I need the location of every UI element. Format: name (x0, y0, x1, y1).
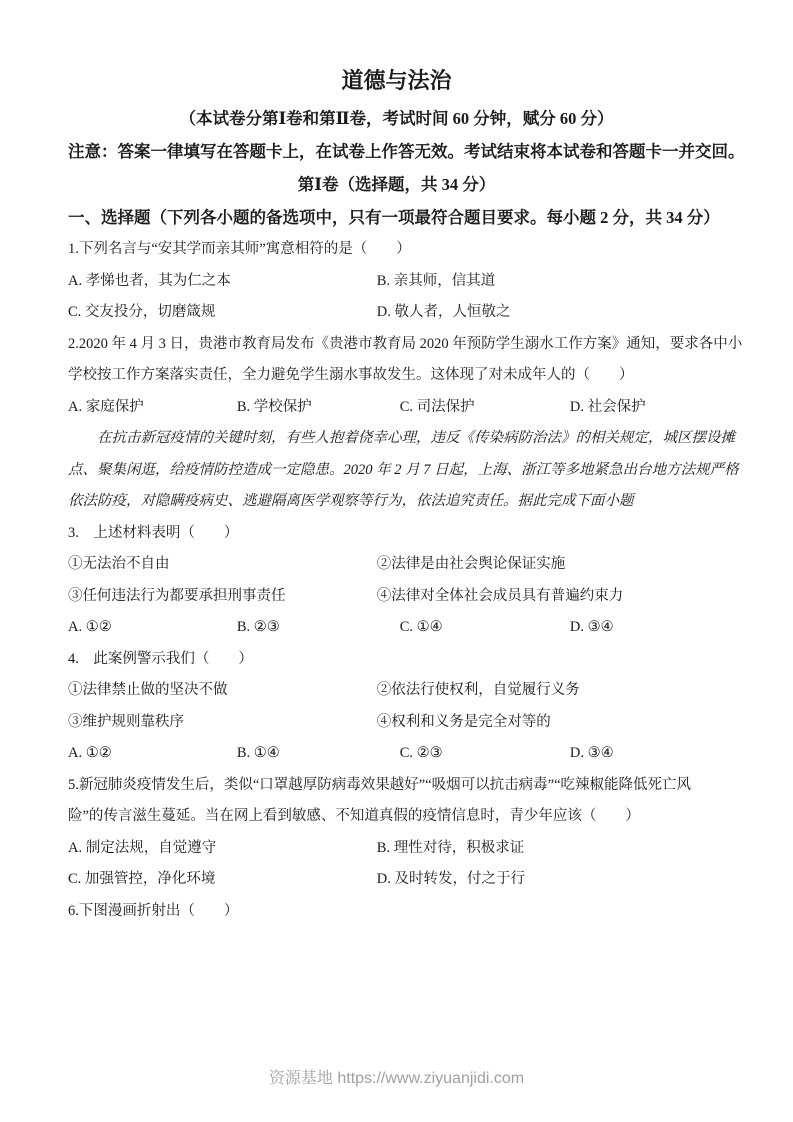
q4-option-b: B. ①④ (236, 745, 280, 761)
q4-item-3: ③维护规则靠秩序 (68, 713, 184, 730)
q5-stem-line-2: 险”的传言滋生蔓延。当在网上看到敏感、不知道真假的疫情信息时，青少年应该（ ） (68, 808, 640, 824)
q2-stem-line-2: 学校按工作方案落实责任，全力避免学生溺水事故发生。这体现了对未成年人的（ ） (68, 367, 634, 383)
q3-option-c: C. ①④ (399, 619, 443, 635)
q4-item-1: ①法律禁止做的坚决不做 (68, 682, 228, 698)
q2-stem-line-1: 2.2020 年 4 月 3 日，贵港市教育局发布《贵港市教育局 2020 年预防学生溺水工作方案》通知，要求各中小 (68, 335, 743, 352)
q3-options-row (68, 612, 725, 644)
q3-item-3: ③任何违法行为都要承担刑事责任 (68, 587, 286, 604)
q2-options-row (68, 392, 725, 424)
material-line-3: 依法防疫，对隐瞒疫病史、逃避隔离医学观察等行为，依法追究责任。据此完成下面小题 (68, 493, 634, 509)
q4-option-d: D. ③④ (569, 745, 614, 761)
material-line-1: 在抗击新冠疫情的关键时刻，有些人抱着侥幸心理，违反《传染病防治法》的相关规定，城区摆设摊 (97, 430, 735, 446)
q3-option-b: B. ②③ (236, 619, 280, 635)
q5-stem-line-1: 5.新冠肺炎疫情发生后，类似“口罩越厚防病毒效果越好”“吸烟可以抗击病毒”“吃辣椒能降低死亡风 (68, 776, 692, 793)
q4-item-2: ②依法行使权利，自觉履行义务 (376, 682, 580, 698)
q3-item-1: ①无法治不自由 (68, 556, 170, 572)
q3-items-row-1 (68, 549, 725, 581)
q1-options-row-2 (68, 297, 725, 329)
q1-options-row-1 (68, 266, 725, 298)
q2-option-d: D. 社会保护 (569, 398, 646, 415)
q3-option-a: A. ①② (68, 619, 112, 635)
material-line-2: 点、聚集闲逛，给疫情防控造成一定隐患。2020 年 2 月 7 日起，上海、浙江等多地紧急出台地方法规严格 (68, 461, 739, 478)
q3-option-d: D. ③④ (569, 619, 614, 635)
exam-subtitle: （本试卷分第Ⅰ卷和第Ⅱ卷，考试时间 60 分钟，赋分 60 分） (179, 109, 614, 128)
q5-option-a: A. 制定法规，自觉遵守 (68, 839, 217, 856)
q4-items-row-1 (68, 675, 725, 707)
q2-option-b: B. 学校保护 (236, 398, 312, 415)
q5-option-d: D. 及时转发，付之于行 (376, 871, 526, 887)
q6-stem: 6.下图漫画折射出（ ） (68, 902, 239, 919)
q5-option-b: B. 理性对待，积极求证 (376, 839, 525, 856)
q5-option-c: C. 加强管控，净化环境 (68, 871, 216, 887)
q4-items-row-2 (68, 707, 725, 739)
q3-item-2: ②法律是由社会舆论保证实施 (376, 556, 566, 572)
q5-options-row-2 (68, 864, 725, 896)
q1-option-b: B. 亲其师，信其道 (376, 272, 496, 289)
q3-stem: 3. 上述材料表明（ ） (68, 524, 239, 541)
watermark-footer: 资源基地 https://www.ziyuanjidi.com (268, 1070, 525, 1087)
q1-option-c: C. 交友投分，切磨箴规 (68, 304, 216, 320)
part1-heading: 第Ⅰ卷（选择题，共 34 分） (297, 175, 496, 194)
q4-item-4: ④权利和义务是完全对等的 (376, 713, 551, 730)
q4-option-a: A. ①② (68, 745, 112, 761)
q2-option-c: C. 司法保护 (399, 398, 475, 415)
q4-option-c: C. ②③ (399, 745, 443, 761)
q3-item-4: ④法律对全体社会成员具有普遍约束力 (376, 587, 624, 604)
q4-stem: 4. 此案例警示我们（ ） (68, 650, 253, 667)
q1-option-a: A. 孝悌也者，其为仁之本 (68, 272, 231, 289)
notice-line: 注意：答案一律填写在答题卡上，在试卷上作答无效。考试结束将本试卷和答题卡一并交回。 (68, 142, 745, 161)
page-title: 道德与法治 (341, 68, 452, 93)
q1-option-d: D. 敬人者，人恒敬之 (376, 304, 511, 320)
section1-heading: 一、选择题（下列各小题的备选项中，只有一项最符合题目要求。每小题 2 分，共 34 分） (68, 208, 720, 227)
q3-items-row-2 (68, 581, 725, 613)
q4-options-row (68, 738, 725, 770)
q1-stem: 1.下列名言与“安其学而亲其师”寓意相符的是（ ） (68, 241, 411, 257)
q5-options-row-1 (68, 833, 725, 865)
q2-option-a: A. 家庭保护 (68, 398, 144, 415)
